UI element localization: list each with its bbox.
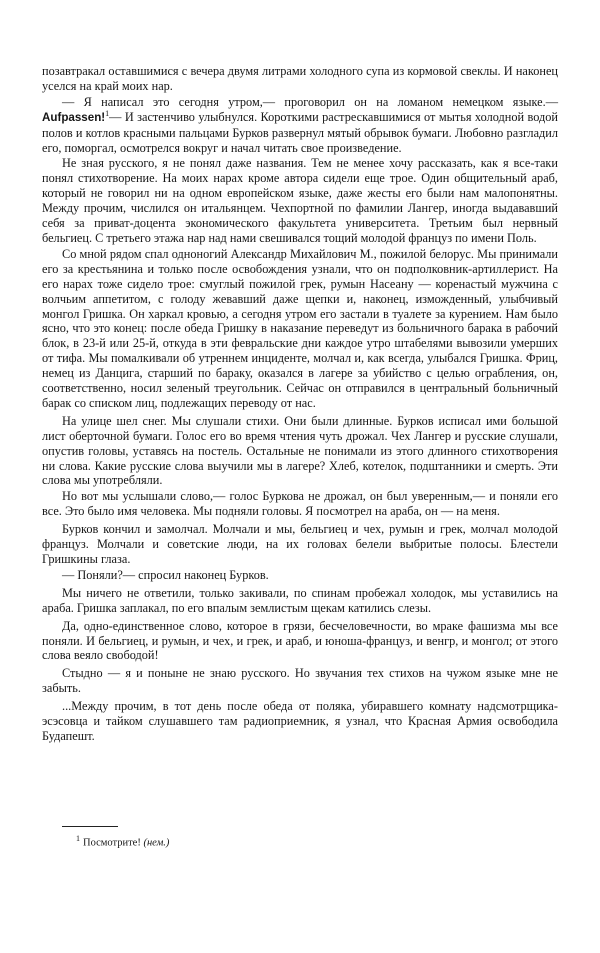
paragraph: На улице шел снег. Мы слушали стихи. Они были длинные. Бурков исписал ими большой лист оберточной бумаги. Голос его во время чтения чуть дрожал. Чех Лангер и русские слушали, опустив головы, уставясь на постель. Остальные не понимали из этого длинного стихотворения ни слова. Какие русские слова выучили мы в лагере? Хлеб, котелок, подштанники и смерть. Эти слова мы употребляли.	[42, 413, 558, 488]
paragraph: Бурков кончил и замолчал. Молчали и мы, бельгиец и чех, румын и грек, молчал молодой француз. Молчали и советские люди, на их головах белели выбритые полосы. Блестели Гришкины глаза.	[42, 522, 558, 566]
paragraph: позавтракал оставшимися с вечера двумя литрами холодного супа из кормовой свеклы. И наконец уселся на край моих нар.	[42, 64, 558, 93]
paragraph: Мы ничего не ответили, только закивали, по спинам пробежал холодок, мы уставились на араба. Гришка заплакал, по его впалым землистым щекам катились слезы.	[42, 585, 558, 615]
footnote-language-note: (нем.)	[143, 837, 170, 849]
paragraph: Но вот мы услышали слово,— голос Буркова не дрожал, он был уверенным,— и поняли его все. Это было имя человека. Мы подняли головы. Я посмотрел на араба, он — на меня.	[42, 489, 558, 519]
paragraph: Не зная русского, я не понял даже названия. Тем не менее хочу рассказать, как я все-таки понял стихотворение. На моих нарах кроме автора сидели еще трое. Один общительный араб, который не говорил ни на одном европейском языке, даже жесты его были нам малопонятны. Между прочим, числился он итальянцем. Чехпортной по фамилии Лангер, иногда выдававший себя за приват-доцента экономического факультета университета. Третьим был нервный бельгиец. С третьего этажа нар над нами свешивался тощий молодой француз по имени Поль.	[42, 156, 558, 245]
footnote-divider	[62, 826, 118, 827]
german-word: Aufpassen!	[42, 110, 106, 124]
paragraph	[42, 95, 558, 156]
paragraph-text: — И застенчиво улыбнулся. Короткими растрескавшимися от мытья холодной водой полов и котлов красными пальцами Бурков развернул мятый обрывок бумаги. Любовно разгладил его, поморгал, осмотрелся вокруг и начал читать свое произведение.	[42, 109, 558, 155]
footnote-reference: 1	[105, 108, 110, 118]
page-body	[42, 64, 558, 745]
footnote	[76, 834, 169, 849]
paragraph: ...Между прочим, в тот день после обеда от поляка, убиравшего комнату надсмотрщика-эсэсовца и тайком слушавшего там радиоприемник, я узнал, что Красная Армия освободила Будапешт.	[42, 699, 558, 743]
footnote-text: Посмотрите!	[83, 837, 141, 849]
footnote-number: 1	[76, 834, 80, 843]
paragraph: Да, одно-единственное слово, которое в грязи, бесчеловечности, во мраке фашизма мы все поняли. И бельгиец, и румын, и чех, и грек, и араб, и юноша-француз, и венгр, и монгол; от этого слова веяло свободой!	[42, 618, 558, 663]
paragraph-text: — Я написал это сегодня утром,— проговорил он на ломаном немецком языке.—	[62, 94, 558, 109]
paragraph: Стыдно — я и поныне не знаю русского. Но звучания тех стихов на чужом языке мне не забыть.	[42, 666, 558, 696]
paragraph: — Поняли?— спросил наконец Бурков.	[62, 567, 269, 582]
paragraph: Со мной рядом спал одноногий Александр Михайлович М., пожилой белорус. Мы принимали его за крестьянина и только после освобождения узнали, что он подполковник-артиллерист. На его нарах тоже сидело трое: смуглый пожилой грек, румын Насеану — коренастый мужчина с волчьим аппетитом, с голоду жевавший даже щепки и, наконец, изможденный, улыбчивый монгол Гришка. Он харкал кровью, а сегодня утром его застали в туалете за курением. Нам было ясно, что это конец: после обеда Гришку в наказание переведут из больничного барака в рабочий блок, в 23-й или 25-й, откуда в эти февральские дни каждое утро штабелями вывозили умерших от тифа. Мы помалкивали об утреннем инциденте, молчал и, как всегда, улыбался Гришка. Фриц, немец из Данцига, старший по бараку, оказался в лагере за убийство с целью ограбления, он, соответственно, носил зеленый треугольник. Сейчас он отправился в центральный больничный барак со списком лиц, подлежащих переводу от нас.	[42, 246, 558, 410]
